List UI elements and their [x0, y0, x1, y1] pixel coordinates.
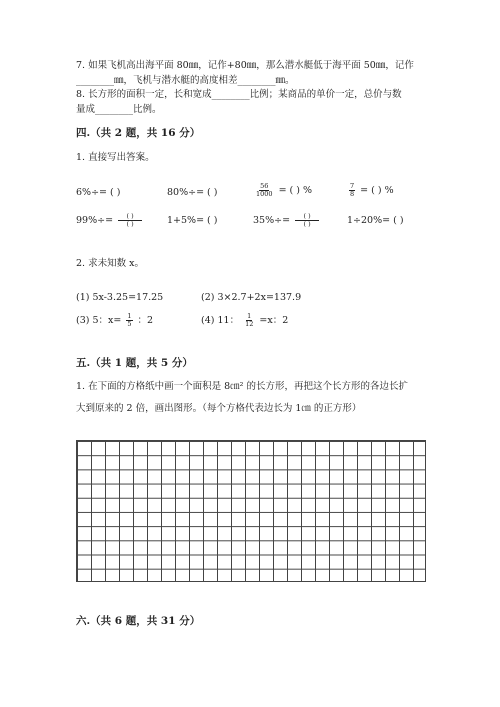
section-4-q2-title: 2. 求未知数 x。: [76, 258, 144, 269]
fraction-denominator: 12: [245, 320, 254, 328]
calc-prefix: 99%÷=: [76, 215, 114, 226]
fraction-numerator: 1: [127, 312, 132, 320]
section-5-q1-line-2: 大到原来的 2 倍，画出图形。（每个方格代表边长为 1㎝ 的正方形）: [76, 403, 362, 414]
fraction-1-12: [244, 313, 254, 328]
square-grid-paper[interactable]: [76, 440, 426, 582]
calc-rest: = ( ) %: [278, 185, 313, 196]
fraction-denominator: 5: [127, 320, 132, 328]
equation-prefix: (4) 11：: [201, 315, 240, 326]
answer-fraction-blank: [118, 213, 142, 228]
answer-fraction-blank: [295, 213, 319, 228]
fraction-denominator: ( ): [303, 220, 311, 228]
equation-3: [76, 313, 153, 328]
fraction-1-5: [126, 313, 132, 328]
q7-line-2: ________㎜，飞机与潜水艇的高度相差________㎜。: [76, 75, 295, 86]
section-4-title: 四.（共 2 题，共 16 分）: [76, 127, 201, 139]
fraction-numerator: ( ): [295, 213, 319, 221]
equation-suffix: ：2: [137, 315, 154, 326]
fraction-numerator: 7: [350, 182, 355, 190]
equation-2: (2) 3×2.7+2x=137.9: [201, 292, 302, 303]
calc-fraction-7-8: [347, 183, 394, 198]
calc-rest: = ( ) %: [360, 185, 394, 196]
fraction-numerator: 56: [260, 182, 269, 190]
fraction-numerator: ( ): [118, 213, 142, 221]
calc-80-percent: 80%÷= ( ): [167, 187, 218, 198]
section-6-title: 六.（共 6 题，共 31 分）: [76, 615, 201, 627]
fraction-denominator: 8: [350, 190, 355, 198]
calc-fraction-56-1000: [253, 183, 312, 198]
equation-prefix: (3) 5：x=: [76, 315, 122, 326]
q8-line-2: 量成________比例。: [76, 104, 162, 115]
calc-6-percent: 6%÷= ( ): [76, 187, 121, 198]
fraction-denominator: 1000: [256, 190, 273, 198]
section-4-q1-title: 1. 直接写出答案。: [76, 152, 155, 163]
equation-suffix: =x：2: [259, 315, 289, 326]
calc-prefix: 35%÷=: [253, 215, 291, 226]
calc-35-percent: [253, 213, 321, 228]
q8-line-1: 8. 长方形的面积一定，长和宽成________比例；某商品的单价一定，总价与数: [76, 89, 402, 100]
grid-lines: [76, 440, 426, 582]
section-5-q1-line-1: 1. 在下面的方格纸中画一个面积是 8㎝² 的长方形，再把这个长方形的各边长扩: [76, 381, 408, 392]
fraction-56-1000: [255, 183, 274, 198]
calc-1-plus-5-percent: 1+5%= ( ): [167, 215, 218, 226]
fraction-7-8: [349, 183, 355, 198]
equation-4: [201, 313, 288, 328]
section-5-title: 五.（共 1 题，共 5 分）: [76, 357, 193, 369]
equation-1: (1) 5x-3.25=17.25: [76, 292, 164, 303]
q7-line-1: 7. 如果飞机高出海平面 80㎜，记作+80㎜，那么潜水艇低于海平面 50㎜，记作: [76, 60, 414, 71]
calc-99-percent: [76, 213, 144, 228]
fraction-numerator: 1: [247, 312, 252, 320]
fraction-denominator: ( ): [126, 220, 134, 228]
calc-1-div-20-percent: 1÷20%= ( ): [347, 215, 404, 226]
